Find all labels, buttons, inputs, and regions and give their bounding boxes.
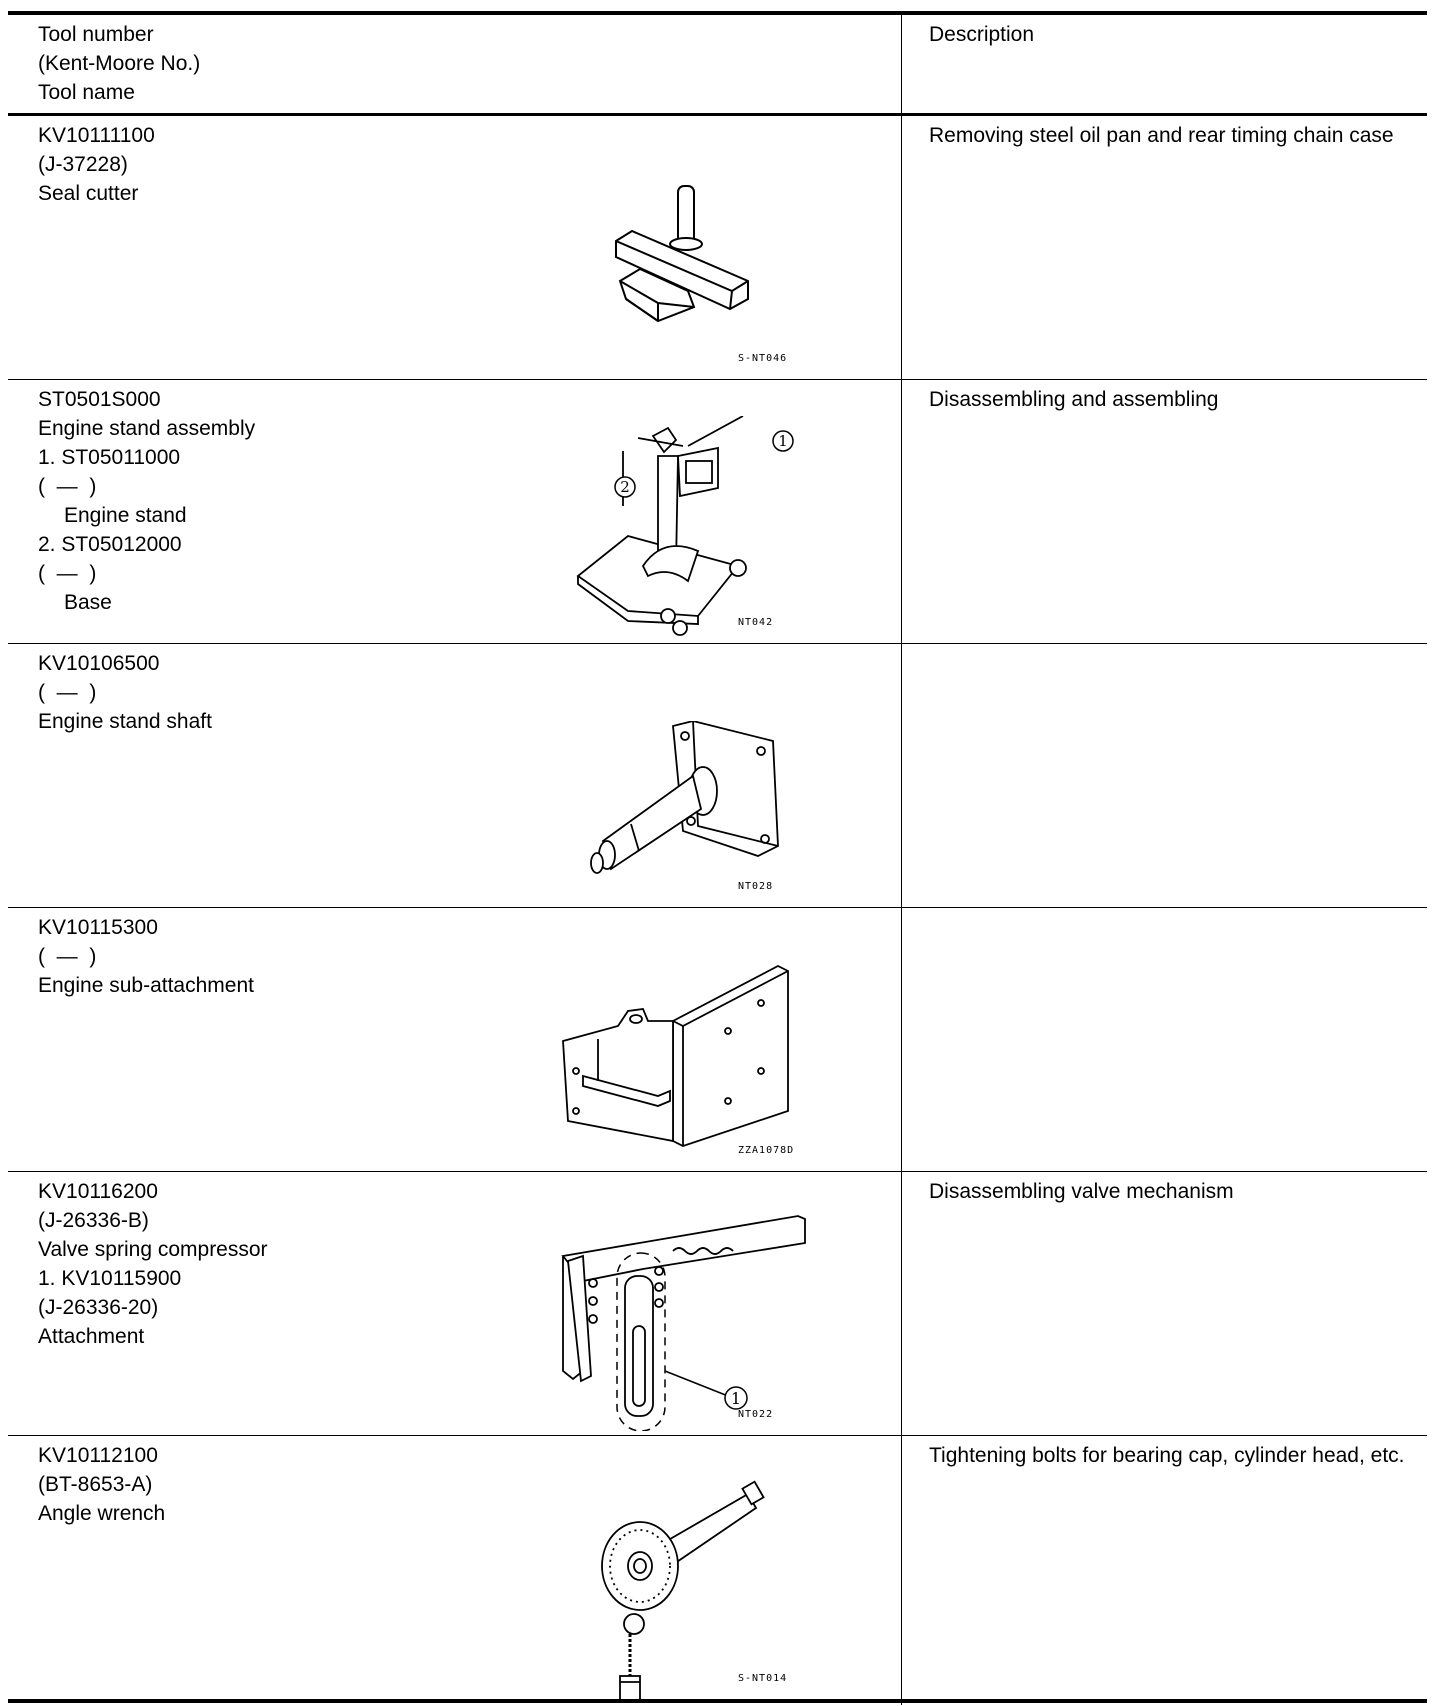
callout-1-label: 1 [730,1389,742,1408]
engine-sub-attachment-icon [558,961,808,1151]
table-row-5-tool [38,1177,268,1351]
kent-moore-number: (J-37228) [38,153,128,176]
part-1-number: 1. KV10115900 [38,1267,182,1290]
header-description: Description [929,23,1035,46]
row-divider [8,379,1427,380]
tool-number: KV10111100 [38,124,155,147]
table-row-2-tool [38,385,255,617]
part-2-number: 2. ST05012000 [38,533,182,556]
header-tool-line1: Tool number [38,23,154,46]
figure-code: ZZA1078D [738,1145,795,1156]
tool-number: KV10115300 [38,916,158,939]
tool-number: KV10116200 [38,1180,158,1203]
header-tool-line3: Tool name [38,81,135,104]
header-tool-line2: (Kent-Moore No.) [38,52,201,75]
kent-moore-number: (BT-8653-A) [38,1473,153,1496]
kent-moore-number: ( — ) [38,945,97,968]
figure-code: NT028 [738,881,774,892]
table-bottom-rule [8,1699,1427,1703]
part-1-number: 1. ST05011000 [38,446,181,469]
table-row-5-description: Disassembling valve mechanism [929,1180,1234,1203]
engine-stand-icon [568,416,798,646]
part-2-kent-moore: ( — ) [38,562,97,585]
tool-number: ST0501S000 [38,388,161,411]
column-divider [901,15,902,1705]
engine-stand-shaft-icon [583,721,793,881]
table-row-6-description: Tightening bolts for bearing cap, cylinder head, etc. [929,1444,1405,1467]
part-2-name: Base [64,591,112,614]
tool-number: KV10112100 [38,1444,158,1467]
valve-spring-compressor-icon [543,1211,823,1431]
table-row-4-tool [38,913,254,1000]
figure-code: S-NT046 [738,353,788,364]
row-divider [8,907,1427,908]
figure-code: NT042 [738,617,774,628]
tool-name: Valve spring compressor [38,1238,268,1261]
tool-name: Engine sub-attachment [38,974,254,997]
row-divider [8,1435,1427,1436]
tool-name: Engine stand assembly [38,417,256,440]
header-tool-column [38,20,200,107]
kent-moore-number: (J-26336-B) [38,1209,149,1232]
table-row-1-description: Removing steel oil pan and rear timing chain case [929,124,1394,147]
callout-2-label: 2 [620,478,630,496]
figure-code: S-NT014 [738,1673,788,1684]
tool-number: KV10106500 [38,652,160,675]
row-divider [8,1171,1427,1172]
table-row-6-tool [38,1441,165,1528]
tool-name: Engine stand shaft [38,710,212,733]
angle-wrench-icon [598,1476,778,1706]
table-row-3-tool [38,649,212,736]
table-row-2-description: Disassembling and assembling [929,388,1219,411]
kent-moore-number: ( — ) [38,681,97,704]
row-divider [8,643,1427,644]
part-1-kent-moore: ( — ) [38,475,97,498]
table-row-1-tool [38,121,155,208]
tool-name: Angle wrench [38,1502,166,1525]
tool-name: Seal cutter [38,182,139,205]
figure-code: NT022 [738,1409,774,1420]
seal-cutter-icon [598,181,768,351]
header-rule [8,113,1427,116]
part-1-kent-moore: (J-26336-20) [38,1296,159,1319]
callout-1-label: 1 [778,432,788,450]
part-1-name: Engine stand [64,504,187,527]
part-1-name: Attachment [38,1325,145,1348]
table-top-rule [8,11,1427,15]
